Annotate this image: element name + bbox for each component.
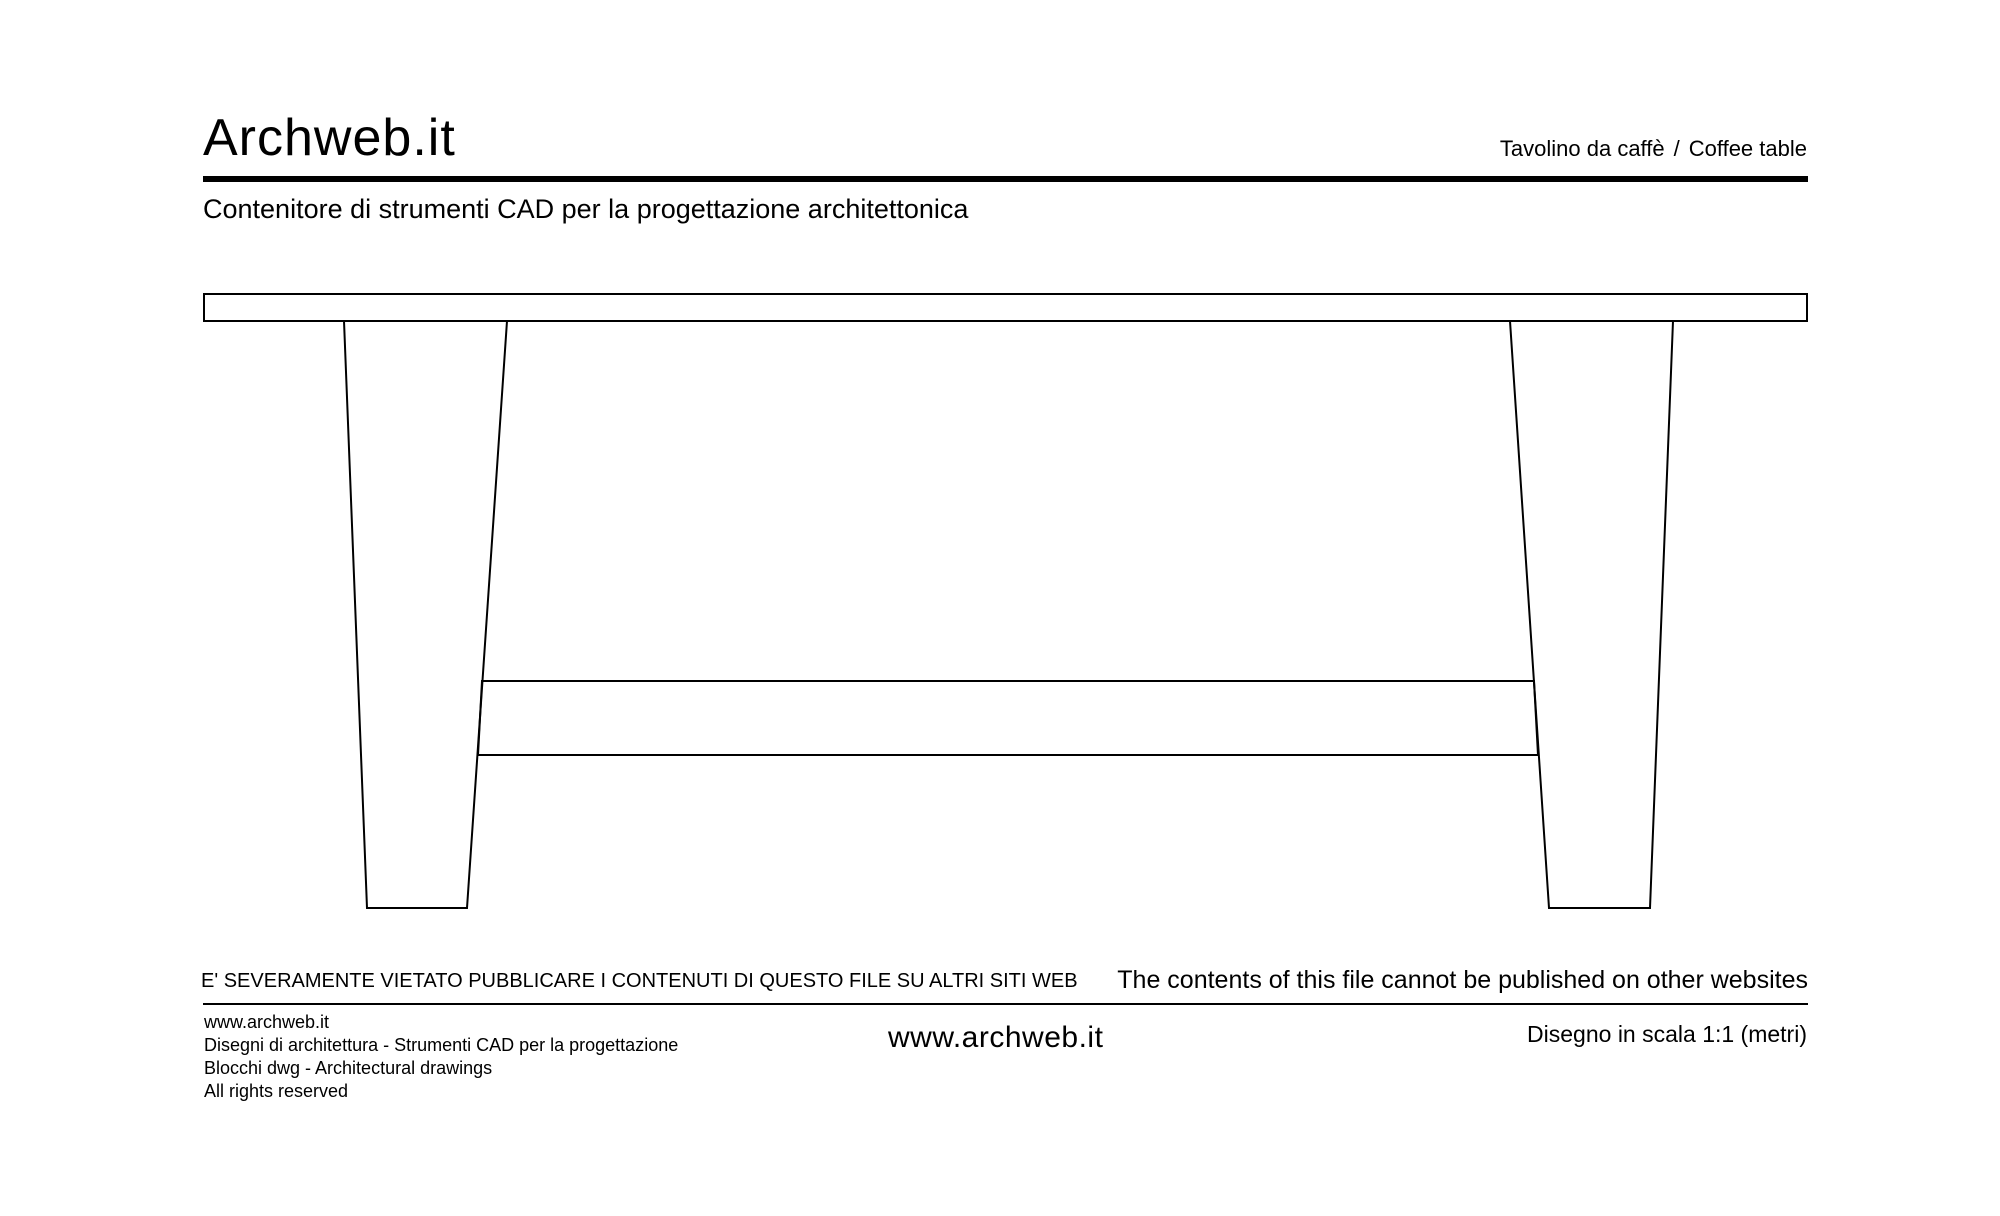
copyright-notice-italian: E' SEVERAMENTE VIETATO PUBBLICARE I CONTENUTI DI QUESTO FILE SU ALTRI SITI WEB: [201, 970, 1078, 992]
footer-credits: [204, 1011, 678, 1103]
credits-line: Blocchi dwg - Architectural drawings: [204, 1058, 493, 1078]
drawing-scale: Disegno in scala 1:1 (metri): [1527, 1021, 1807, 1047]
tagline: Contenitore di strumenti CAD per la progettazione architettonica: [203, 194, 969, 224]
left-leg: [344, 321, 507, 908]
lower-stretcher: [478, 681, 1538, 755]
drawing-title-italian: Tavolino da caffè: [1499, 136, 1665, 161]
right-leg: [1510, 321, 1673, 908]
drawing-title-english: Coffee table: [1688, 136, 1807, 161]
table-top: [204, 294, 1807, 321]
credits-line: www.archweb.it: [204, 1012, 330, 1032]
credits-line: All rights reserved: [204, 1081, 349, 1101]
footer-website: www.archweb.it: [888, 1021, 1104, 1054]
drawing-title-separator: /: [1673, 136, 1680, 161]
credits-line: Disegni di architettura - Strumenti CAD per la progettazione: [204, 1035, 679, 1055]
brand-title: Archweb.it: [203, 109, 456, 167]
copyright-notice-english: The contents of this file cannot be published on other websites: [1117, 966, 1808, 994]
footer-divider: [203, 1003, 1808, 1005]
